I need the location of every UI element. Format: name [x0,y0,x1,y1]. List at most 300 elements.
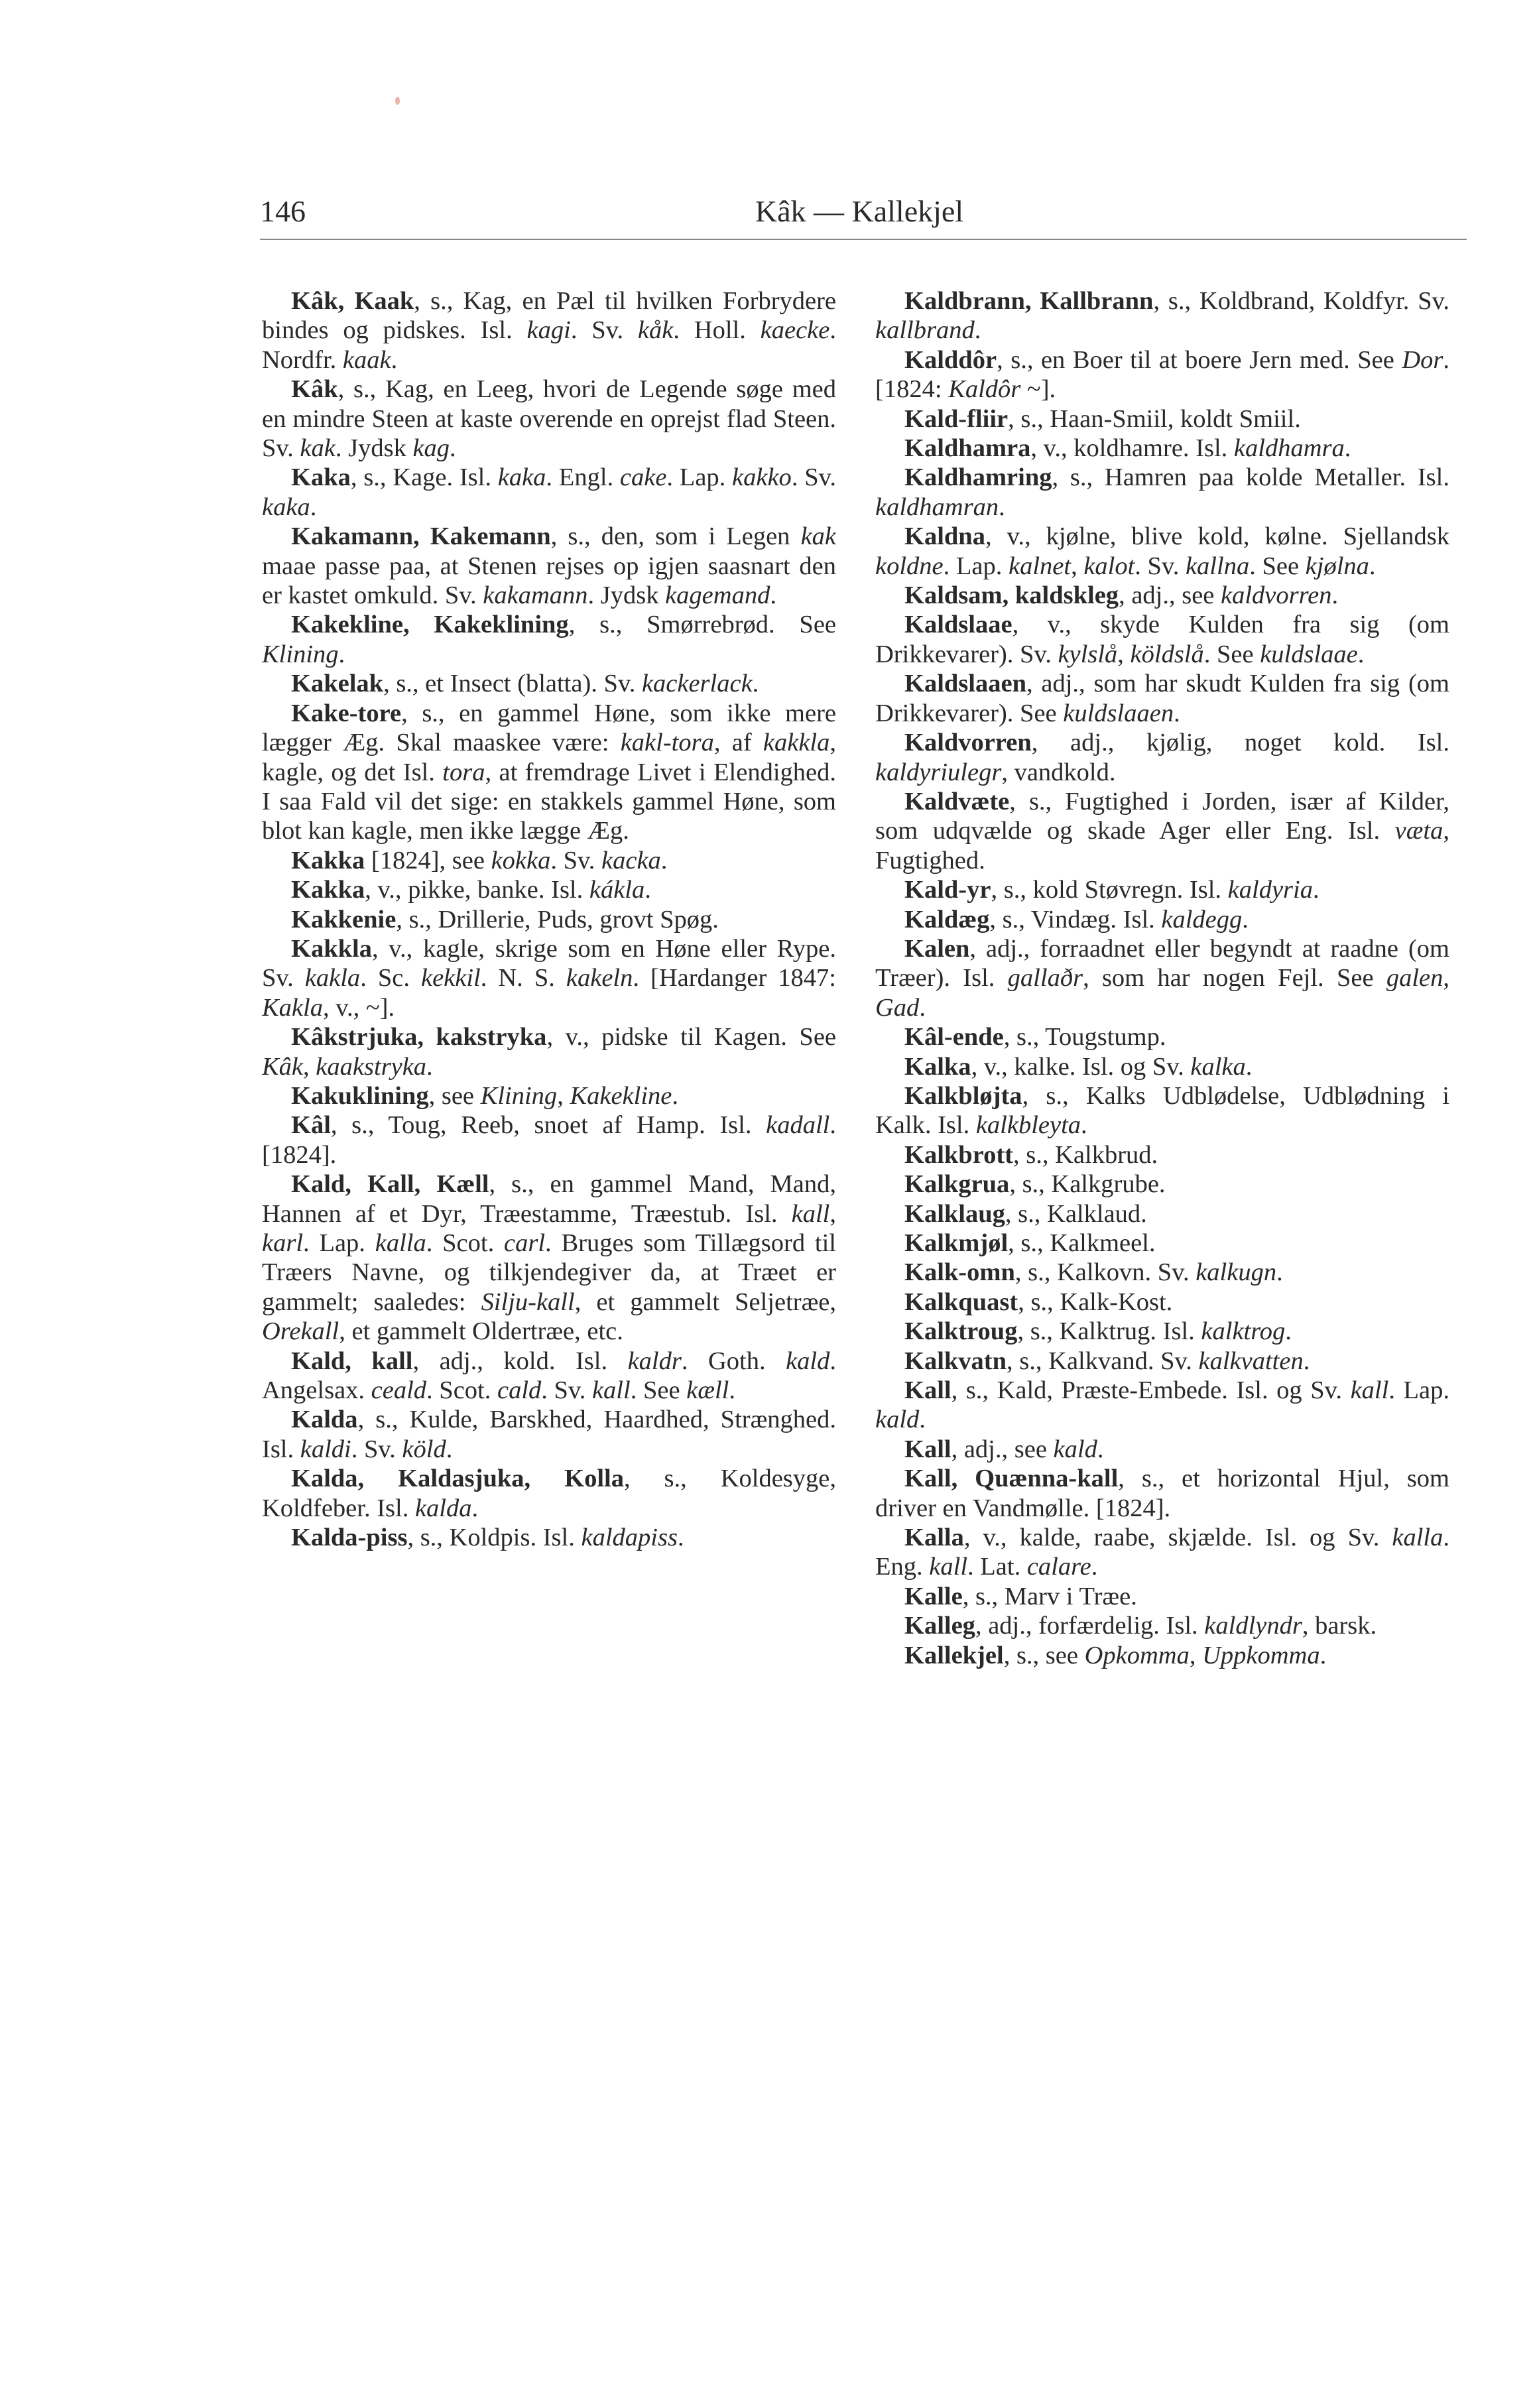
dictionary-entry [875,1347,1449,1376]
entry-italic-term: kakko [732,463,792,492]
entry-italic-term: kak [300,434,336,463]
dictionary-entry [875,522,1449,581]
entry-text: , kagle, og det Isl. [262,729,836,786]
entry-text: . [1312,876,1319,904]
entry-text: . Sv. [1134,552,1186,580]
entry-italic-term: kalkbleyta [975,1111,1081,1140]
entry-headword: Kaka [291,463,351,492]
entry-headword: Kalk-omn [904,1258,1015,1287]
dictionary-entry [262,699,836,846]
entry-italic-term: kalkvatten [1198,1347,1304,1375]
dictionary-entry [262,375,836,463]
entry-text: . Lap. [1388,1376,1449,1405]
entry-italic-term: Klining [262,640,339,668]
entry-text: , s., Kag, en Leeg, hvori de Legende søge med en mindre Steen at kaste overende en oprejst flad Steen. Sv. [262,375,836,463]
dictionary-entry [262,1405,836,1464]
dictionary-entry [875,905,1449,934]
dictionary-entry [875,1523,1449,1582]
entry-headword: Kâk [291,375,338,404]
entry-headword: Kalla [904,1524,964,1552]
entry-italic-term: kall [1350,1376,1389,1405]
dictionary-entry [875,1435,1449,1464]
entry-italic-term: kagi [526,316,571,345]
dictionary-entry [875,1052,1449,1081]
dictionary-entry [262,610,836,669]
entry-text: maae passe paa, at Stenen rejses op igjen saasnart den er kastet omkuld. Sv. [262,552,836,610]
entry-text: . See [1203,640,1260,668]
entry-text: , s., et Insect (blatta). Sv. [383,670,642,698]
entry-text: , s., Haan-Smiil, koldt Smiil. [1008,404,1301,433]
dictionary-entry [875,434,1449,463]
entry-text: , s., Kalkvand. Sv. [1007,1347,1199,1375]
entry-italic-term: kaldegg [1161,905,1243,933]
entry-text: , adj., kjølig, noget kold. Isl. [1031,729,1449,757]
entry-headword: Kald-fliir [904,404,1009,433]
entry-italic-term: köld [402,1435,446,1463]
entry-text: , s., Kage. Isl. [350,463,498,492]
entry-text: . N. S. [480,964,566,993]
entry-italic-term: kalda [414,1494,472,1522]
entry-text: , v., kagle, skrige som en Høne eller Rype. Sv. [262,934,836,993]
entry-text: . Scot. [426,1229,505,1257]
entry-italic-term: kaldr [627,1347,682,1375]
entry-headword: Kaldsam, kaldskleg [904,581,1119,610]
entry-text: . Jydsk [587,581,666,610]
entry-headword: Kallekjel [904,1641,1004,1669]
dictionary-entry [262,875,836,904]
entry-italic-term: kalot [1083,552,1135,580]
entry-headword: Kalkbløjta [904,1081,1022,1110]
entry-italic-term: ceald [371,1376,427,1405]
entry-text: , v., kalde, raabe, skjælde. Isl. og Sv. [963,1524,1392,1552]
entry-text: , et gammelt Seljetræe, [574,1288,836,1316]
entry-italic-term: kalktrog [1201,1317,1286,1346]
entry-italic-term: kaldapiss [581,1524,678,1552]
entry-italic-term: kadall [766,1111,830,1140]
entry-headword: Kâk, Kaak [291,287,414,315]
entry-italic-term: kakeln [566,964,633,993]
dictionary-entry [875,1611,1449,1640]
entry-text: . [1824]. [262,1111,836,1169]
entry-text: , s., Fugtighed i Jorden, især af Kilder, som udqvælde og skade Ager eller Eng. Isl. [875,787,1449,845]
entry-text: . [338,640,345,668]
entry-headword: Kalka [904,1052,971,1081]
entry-text: . [1245,1052,1253,1081]
dictionary-entry [262,1170,836,1346]
entry-italic-term: kakla [304,964,361,993]
entry-italic-term: kallbrand [875,316,975,345]
entry-headword: Kake-tore [291,699,402,727]
entry-italic-term: Kakla [262,993,323,1022]
entry-text: , Fugtighed. [875,817,1449,874]
entry-text: , at fremdrage Livet i Elendighed. I saa Fald vil det sige: en stakkels gammel Høne, som blot kan kagle, men ikke lægge Æg. [262,758,836,845]
dictionary-entry [875,286,1449,345]
entry-italic-term: Kaldôr [948,375,1021,404]
entry-italic-term: kjølna [1305,552,1369,580]
dictionary-entry [875,728,1449,787]
entry-text: , s., Kalkovn. Sv. [1014,1258,1196,1287]
dictionary-entry [875,345,1449,404]
entry-headword: Kaldna [904,522,985,551]
entry-text: . Sv. [550,846,602,874]
entry-headword: Kalkbrott [904,1140,1014,1169]
entry-headword: Kakekline, Kakeklining [291,611,569,639]
entry-italic-term: carl [504,1229,546,1257]
entry-italic-term: Uppkomma [1202,1641,1320,1669]
entry-text: , adj., forraadnet eller begyndt at raadne (om Træer). Isl. [875,934,1449,993]
entry-italic-term: kaecke [760,316,830,345]
entry-text: , s., Kalktrug. Isl. [1017,1317,1201,1346]
entry-italic-term: Orekall [262,1317,339,1346]
dictionary-entry [875,463,1449,522]
entry-text: . [999,493,1005,521]
entry-text: . [1331,581,1339,610]
entry-headword: Kakka [291,846,365,874]
entry-text: , s., Toug, Reeb, snoet af Hamp. Isl. [330,1111,766,1140]
entry-text: , s., kold Støvregn. Isl. [991,876,1228,904]
dictionary-entry [262,1347,836,1406]
entry-headword: Kâl-ende [904,1023,1004,1052]
dictionary-entry [875,1317,1449,1346]
entry-italic-term: cald [497,1376,542,1405]
entry-text: . [1285,1317,1292,1346]
entry-text: , af [713,729,763,757]
page-number: 146 [260,194,306,228]
entry-text: , s., Kalkmeel. [1008,1229,1156,1257]
entry-text: , s., Kalk-Kost. [1018,1288,1173,1316]
entry-italic-term: væta [1394,817,1443,845]
entry-italic-term: kald [875,1406,920,1434]
entry-italic-term: kaldlyndr [1204,1612,1302,1640]
entry-italic-term: kaldyria [1227,876,1313,904]
entry-text: , s., Marv i Træe. [962,1582,1137,1610]
dictionary-entry [875,1229,1449,1258]
entry-text: . Sv. [570,316,638,345]
entry-italic-term: Silju-kall [481,1288,575,1316]
entry-text: , v., ~]. [322,993,395,1022]
dictionary-entry [875,875,1449,904]
dictionary-entry [875,1288,1449,1317]
dictionary-entry [262,286,836,375]
entry-headword: Kaldhamra [904,434,1031,463]
entry-headword: Kakka [291,876,365,904]
dictionary-entry [262,1464,836,1523]
entry-text: , s., Koldbrand, Koldfyr. Sv. [1153,287,1449,315]
entry-text: , v., skyde Kulden fra sig (om Drikkevarer). Sv. [875,611,1449,668]
entry-italic-term: kalnet [1008,552,1072,580]
entry-text: , v., pidske til Kagen. See [546,1023,836,1052]
entry-italic-term: kekkil [420,964,481,993]
entry-text: [1824], see [365,846,491,874]
dictionary-entry [875,1582,1449,1611]
entry-text: . Sc. [360,964,421,993]
entry-italic-term: Gad [875,993,920,1022]
entry-text: . [660,846,668,874]
entry-text: , [1117,640,1131,668]
entry-text: , v., kalke. Isl. og Sv. [971,1052,1191,1081]
entry-text: , s., Kulde, Barskhed, Haardhed, Strænghed. Isl. [262,1406,836,1463]
entry-text: . Sv. [351,1435,402,1463]
entry-italic-term: kall [791,1199,830,1228]
dictionary-entry [875,1140,1449,1170]
entry-text: , s., Koldesyge, Koldfeber. Isl. [262,1465,836,1522]
running-title: Kâk — Kallekjel [755,194,964,228]
entry-text: . Angelsax. [262,1347,836,1405]
header-rule [260,239,1467,240]
entry-text: . [426,1052,433,1081]
entry-text: , s., et horizontal Hjul, som driver en Vandmølle. [1824]. [875,1465,1449,1522]
entry-headword: Kalktroug [904,1317,1018,1346]
entry-text: . [471,1494,479,1522]
dictionary-entry [262,522,836,610]
dictionary-entry [262,463,836,522]
entry-text: . [1097,1435,1104,1463]
entry-italic-term: kakl-tora [620,729,714,757]
dictionary-entry [262,905,836,934]
entry-italic-term: kæll [686,1376,729,1405]
entry-italic-term: kaak [342,345,391,374]
entry-italic-term: kald [1053,1435,1097,1463]
entry-italic-term: kackerlack [641,670,753,698]
entry-headword: Kalkquast [904,1288,1018,1316]
dictionary-entry [875,610,1449,669]
entry-text: . [672,1081,678,1110]
entry-headword: Kaldvorren [904,729,1032,757]
entry-text: . [1824: [875,345,1449,404]
entry-text: , v., kjølne, blive kold, kølne. Sjellandsk [985,522,1449,551]
entry-text: , [829,1199,836,1228]
entry-italic-term: cake [619,463,667,492]
entry-text: . Holl. [673,316,761,345]
dictionary-entry [875,934,1449,1022]
entry-headword: Kalkvatn [904,1347,1007,1375]
dictionary-entry [875,1199,1449,1229]
entry-text: , s., en gammel Høne, som ikke mere lægger Æg. Skal maaskee være: [262,699,836,757]
entry-text: , [1443,964,1449,993]
entry-italic-term: kaakstryka [316,1052,427,1081]
entry-italic-term: Kâk [262,1052,304,1081]
entry-text: , s., Tougstump. [1003,1023,1166,1052]
entry-text: . [1357,640,1365,668]
entry-italic-term: kaldvorren [1221,581,1332,610]
entry-text: . Sv. [541,1376,592,1405]
entry-headword: Kaldæg [904,905,990,933]
entry-text: , barsk. [1302,1612,1377,1640]
dictionary-entry [262,1022,836,1081]
entry-headword: Kall [904,1376,951,1405]
entry-italic-term: kall [929,1553,968,1581]
entry-text: , adj., forfærdelig. Isl. [975,1612,1205,1640]
entry-headword: Kakelak [291,670,384,698]
entry-text: , s., Kald, Præste-Embede. Isl. og Sv. [951,1376,1351,1405]
entry-italic-term: kag [412,434,450,463]
entry-italic-term: kallna [1185,552,1250,580]
entry-text: . [644,876,651,904]
left-column [262,286,836,2282]
entry-italic-term: kagemand [665,581,770,610]
entry-text: . Eng. [875,1524,1449,1581]
entry-text: , s., en gammel Mand, Mand, Hannen af et Dyr, Træestamme, Træestub. Isl. [262,1170,836,1228]
entry-text: , v., pikke, banke. Isl. [365,876,589,904]
entry-text: , s., Vindæg. Isl. [989,905,1162,933]
ink-smear [395,97,400,105]
entry-text: , adj., kold. Isl. [412,1347,628,1375]
dictionary-entry [875,1641,1449,1670]
entry-text: , v., koldhamre. Isl. [1030,434,1234,463]
dictionary-entry [875,1376,1449,1435]
entry-text: . [1344,434,1351,463]
entry-text: . [752,670,759,698]
entry-text: . [1319,1641,1327,1669]
entry-text: . Jydsk [335,434,413,463]
entry-text: . [770,581,776,610]
entry-headword: Kaldhamring [904,463,1052,492]
entry-text: . [450,434,456,463]
entry-text: , s., Koldpis. Isl. [407,1524,582,1552]
entry-headword: Kakkla [291,934,372,963]
entry-italic-term: kalla [1392,1524,1443,1552]
entry-headword: Kalkmjøl [904,1229,1009,1257]
entry-text: , s., Kalklaud. [1005,1199,1147,1228]
entry-text: . [310,493,317,521]
entry-headword: Kalda-piss [291,1524,408,1552]
entry-text: , s., Drillerie, Puds, grovt Spøg. [396,905,719,933]
entry-headword: Kall, Quænna-kall [904,1465,1119,1493]
entry-italic-term: kaldhamran [875,493,999,521]
dictionary-entry [262,1081,836,1111]
entry-headword: Kaldbrann, Kallbrann [904,287,1154,315]
dictionary-entry [875,669,1449,728]
entry-text: , s., Kag, en Pæl til hvilken Forbrydere bindes og pidskes. Isl. [262,287,836,345]
entry-text: , see [428,1081,481,1110]
entry-italic-term: kaldhamra [1233,434,1345,463]
entry-text: , s., en Boer til at boere Jern med. See [997,345,1402,374]
entry-italic-term: Dor [1402,345,1443,374]
entry-text: . Lap. [943,552,1009,580]
entry-italic-term: Klining [480,1081,558,1110]
entry-text: . Bruges som Tillægsord til Træers Navne, og tilkjendegiver da, at Træet er gammelt; saaledes: [262,1229,836,1316]
entry-text: , s., see [1003,1641,1085,1669]
entry-headword: Kâkstrjuka, kakstryka [291,1023,547,1052]
entry-italic-term: kaka [262,493,310,521]
entry-headword: Kalda, Kaldasjuka, Kolla [291,1465,624,1493]
entry-text: . [919,1406,926,1434]
dictionary-entry [875,1022,1449,1052]
entry-italic-term: kaka [497,463,546,492]
dictionary-entry [875,1170,1449,1199]
entry-text: , [557,1081,570,1110]
entry-text: , s., Smørrebrød. See [568,611,836,639]
entry-italic-term: kald [786,1347,830,1375]
right-column [875,286,1449,2282]
entry-text: . Lat. [967,1553,1027,1581]
entry-text: . [446,1435,453,1463]
dictionary-entry [875,404,1449,434]
entry-text: . [1369,552,1376,580]
entry-text: . [Hardanger 1847: [633,964,836,993]
entry-text: . [1081,1111,1087,1140]
entry-headword: Kâl [291,1111,331,1140]
entry-text: . Engl. [546,463,620,492]
entry-italic-term: kakkla [763,729,830,757]
entry-headword: Kalleg [904,1612,975,1640]
entry-text: . Lap. [303,1229,375,1257]
entry-headword: Kald, kall [291,1347,413,1375]
entry-text: . [391,345,398,374]
entry-headword: Kald, Kall, Kæll [291,1170,489,1199]
entry-headword: Kalddôr [904,345,997,374]
entry-text: , [1189,1641,1203,1669]
entry-text: , vandkold. [1001,758,1116,786]
entry-text: , adj., som har skudt Kulden fra sig (om Drikkevarer). See [875,670,1449,727]
entry-italic-term: kokka [491,846,551,874]
entry-headword: Kald-yr [904,876,991,904]
entry-headword: Kaldvæte [904,787,1010,815]
entry-text: . See [1249,552,1306,580]
entry-text: , adj., see [1119,581,1221,610]
entry-headword: Kall [904,1435,951,1463]
entry-italic-term: Kakekline [570,1081,672,1110]
entry-headword: Kalen [904,934,970,963]
entry-text: , adj., see [951,1435,1054,1463]
entry-text: , s., Kalks Udblødelse, Udblødning i Kalk. Isl. [875,1081,1449,1140]
entry-text: , s., Kalkbrud. [1013,1140,1158,1169]
entry-text: . [1242,905,1249,933]
entry-text: . See [630,1376,687,1405]
entry-text: , [1071,552,1084,580]
dictionary-entry [875,787,1449,875]
entry-italic-term: kåk [637,316,674,345]
entry-headword: Kaldslaaen [904,670,1026,698]
entry-headword: Kalda [291,1406,358,1434]
entry-italic-term: gallaðr [1007,964,1083,993]
dictionary-entry [875,581,1449,610]
entry-text: , s., den, som i Legen [550,522,801,551]
entry-text: . Scot. [426,1376,497,1405]
entry-text: . Lap. [666,463,733,492]
entry-headword: Kakkenie [291,905,397,933]
entry-text: . [1303,1347,1310,1375]
dictionary-entry [262,1523,836,1552]
entry-italic-term: kalla [375,1229,426,1257]
entry-italic-term: kall [591,1376,631,1405]
entry-text: . [974,316,981,345]
entry-italic-term: kacka [601,846,661,874]
dictionary-entry [875,1081,1449,1140]
entry-headword: Kaldslaae [904,611,1012,639]
entry-text: , s., Kalkgrube. [1009,1170,1166,1199]
entry-italic-term: kuldslaae [1260,640,1358,668]
dictionary-entry [262,934,836,1022]
entry-italic-term: kaldyriulegr [875,758,1002,786]
entry-text: . [1276,1258,1283,1287]
entry-text: . [677,1524,684,1552]
entry-italic-term: kákla [589,876,645,904]
entry-italic-term: kak [800,522,836,551]
entry-italic-term: kaldi [300,1435,351,1463]
page-header [260,194,1459,239]
entry-headword: Kakamann, Kakemann [291,522,551,551]
dictionary-entry [875,1464,1449,1523]
entry-text: . [729,1376,735,1405]
entry-text: . Goth. [681,1347,786,1375]
dictionary-entry [262,669,836,698]
entry-text: , et gammelt Oldertræe, etc. [339,1317,623,1346]
entry-headword: Kalle [904,1582,963,1610]
dictionary-entry [262,846,836,875]
entry-headword: Kalkgrua [904,1170,1010,1199]
entry-italic-term: kalka [1190,1052,1246,1081]
